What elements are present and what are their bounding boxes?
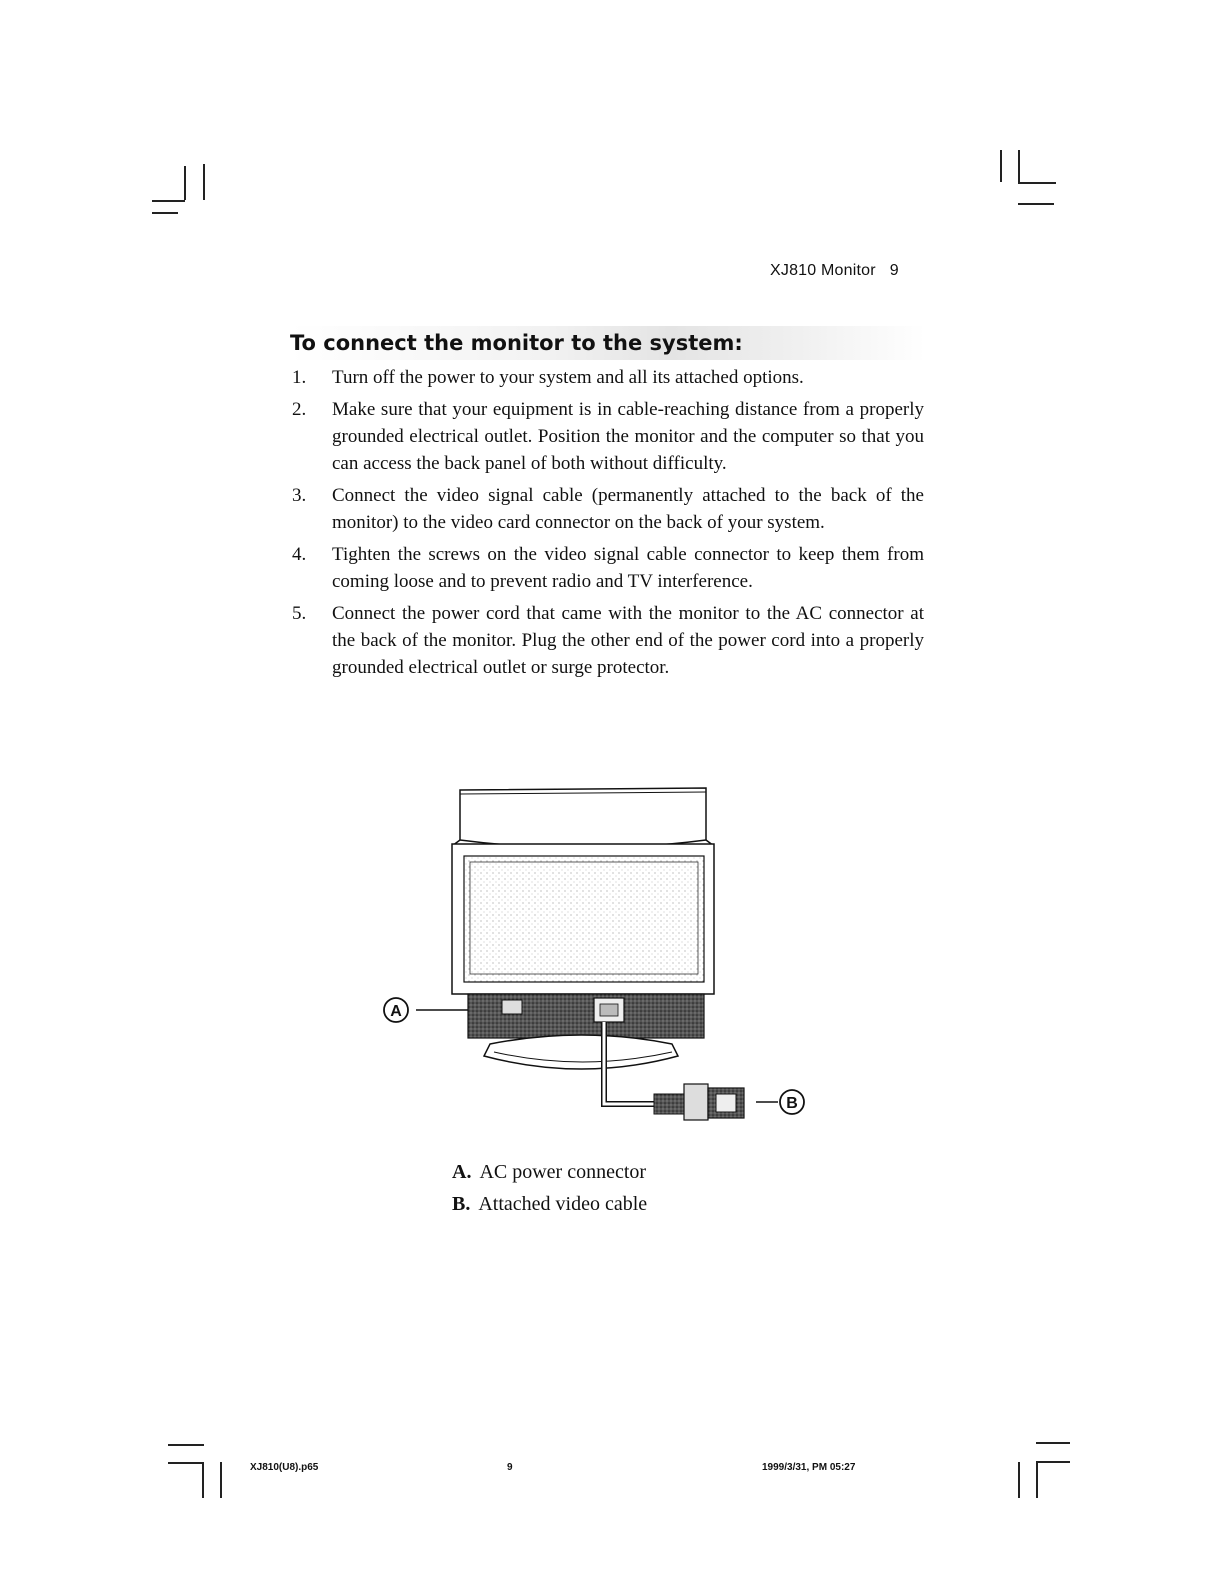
monitor-stand: [484, 1035, 678, 1069]
step-item: [292, 396, 924, 477]
step-number: 3.: [292, 485, 307, 506]
caption-text: AC power connector: [479, 1161, 647, 1183]
callout-b: [780, 1090, 804, 1114]
step-item: [292, 364, 924, 391]
caption-item: [452, 1156, 647, 1188]
footer-page: 9: [507, 1462, 513, 1473]
step-item: [292, 600, 924, 681]
monitor-rear-panel: [468, 994, 704, 1038]
monitor-bezel: [452, 844, 714, 994]
caption-text: Attached video cable: [478, 1193, 648, 1215]
step-text: Make sure that your equipment is in cable-reaching distance from a properly grounded electrical outlet. Position the monitor and the computer so that you can access the back panel of both without difficulty.: [332, 399, 924, 474]
running-header: [770, 262, 920, 280]
section-title: To connect the monitor to the system:: [290, 326, 925, 360]
step-number: 1.: [292, 367, 307, 388]
step-number: 2.: [292, 399, 307, 420]
monitor-illustration: [372, 782, 832, 1132]
footer-timestamp: 1999/3/31, PM 05:27: [762, 1462, 856, 1473]
step-item: [292, 482, 924, 536]
footer-file: XJ810(U8).p65: [250, 1462, 319, 1473]
step-text: Tighten the screws on the video signal cable connector to keep them from coming loose and to prevent radio and TV interference.: [332, 544, 924, 592]
video-cable-connector: [654, 1084, 744, 1120]
step-text: Turn off the power to your system and all its attached options.: [332, 367, 804, 388]
callout-b-label: B: [786, 1095, 798, 1112]
steps-list: [292, 364, 924, 686]
caption-item: [452, 1188, 647, 1220]
caption-letter: B.: [452, 1193, 471, 1215]
header-page-number: 9: [889, 262, 899, 279]
figure-captions: [452, 1156, 647, 1220]
callout-a-label: A: [390, 1003, 402, 1020]
step-text: Connect the power cord that came with the monitor to the AC connector at the back of the monitor. Plug the other end of the power cord into a properly grounded electrical outlet or surge protector.: [332, 603, 924, 678]
callout-a: [384, 998, 408, 1022]
step-item: [292, 541, 924, 595]
header-title: XJ810 Monitor: [770, 262, 876, 279]
step-number: 4.: [292, 544, 307, 565]
caption-letter: A.: [452, 1161, 472, 1183]
monitor-housing: [452, 788, 714, 848]
step-number: 5.: [292, 603, 307, 624]
step-text: Connect the video signal cable (permanently attached to the back of the monitor) to the video card connector on the back of your system.: [332, 485, 924, 533]
